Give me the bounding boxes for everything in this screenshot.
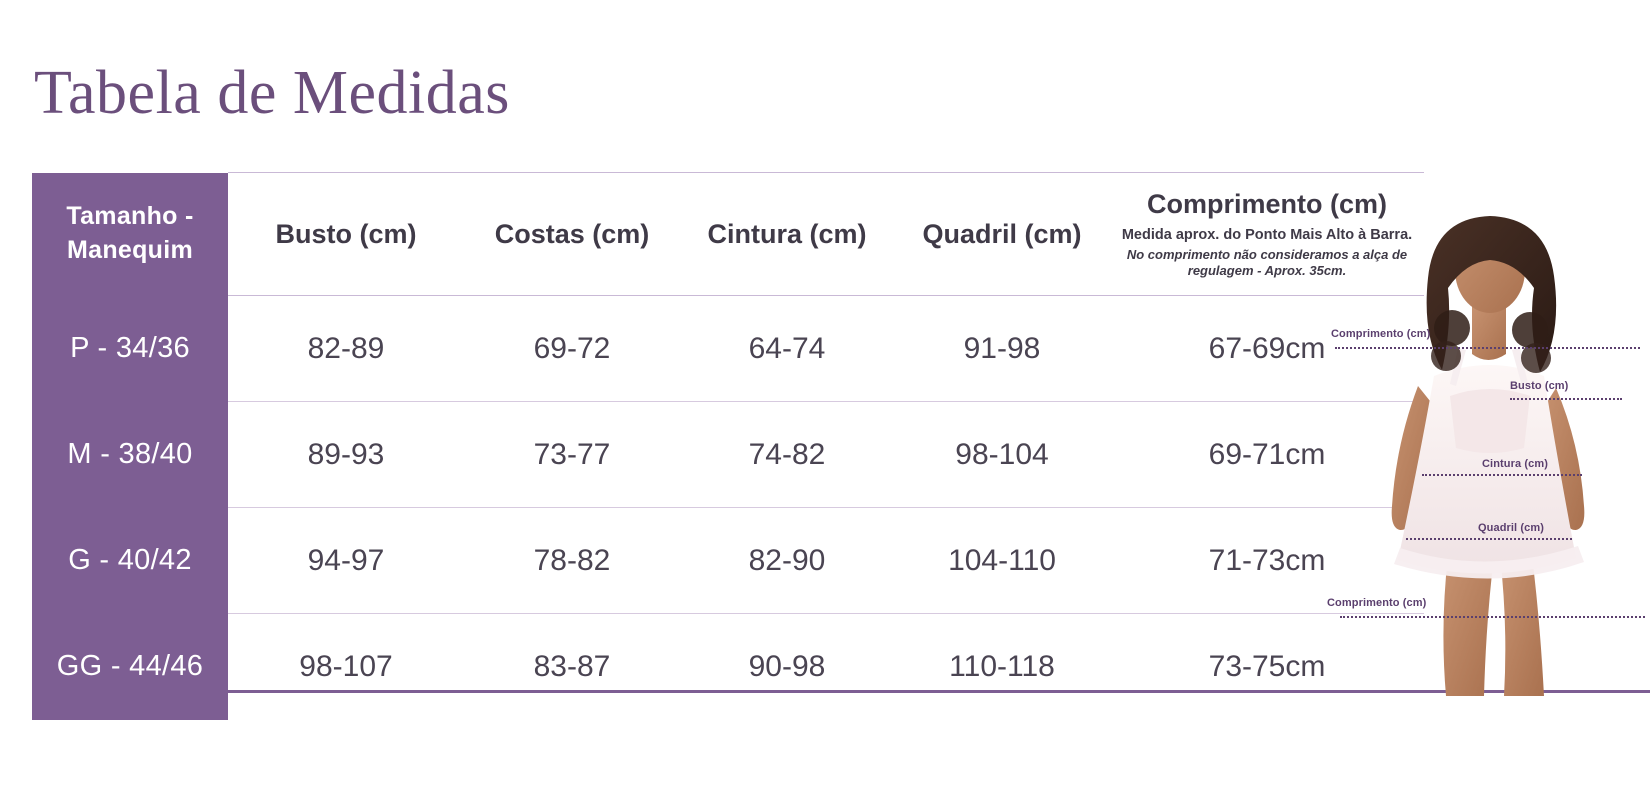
header-cell-costas: Costas (cm) xyxy=(464,173,680,296)
cell-size: M - 38/40 xyxy=(32,402,228,508)
table-row xyxy=(32,402,1424,508)
cell-comprimento: 71-73cm xyxy=(1110,508,1424,614)
cell-cintura: 74-82 xyxy=(680,402,894,508)
quadril-guide-line xyxy=(1406,538,1572,540)
callout-busto: Busto (cm) xyxy=(1510,380,1569,392)
callout-cintura: Cintura (cm) xyxy=(1482,458,1548,470)
callout-comprimento-bottom: Comprimento (cm) xyxy=(1327,597,1427,609)
cell-busto: 94-97 xyxy=(228,508,464,614)
cell-costas: 73-77 xyxy=(464,402,680,508)
header-comprimento-label: Comprimento (cm) xyxy=(1146,188,1387,219)
busto-guide-line xyxy=(1510,398,1622,400)
table-header-row xyxy=(32,173,1424,296)
cell-cintura: 90-98 xyxy=(748,649,826,683)
page-title: Tabela de Medidas xyxy=(34,59,510,127)
callout-quadril: Quadril (cm) xyxy=(1478,522,1544,534)
header-cell-size: Tamanho - Manequim xyxy=(32,173,228,296)
comprimento-top-guide-line xyxy=(1335,347,1640,349)
header-cell-quadril: Quadril (cm) xyxy=(894,173,1110,296)
measurements-table-wrapper xyxy=(32,172,1427,720)
table-row xyxy=(32,296,1424,402)
cell-size: GG - 44/46 xyxy=(32,614,228,720)
table-row xyxy=(32,614,1424,720)
cell-busto: 98-107 xyxy=(299,649,393,683)
header-comprimento-note-1: Medida aprox. do Ponto Mais Alto à Barra. xyxy=(1121,226,1413,243)
table-row xyxy=(32,508,1424,614)
cell-quadril: 110-118 xyxy=(949,649,1055,683)
cell-comprimento: 69-71cm xyxy=(1110,402,1424,508)
cell-quadril: 98-104 xyxy=(894,402,1110,508)
comprimento-bottom-guide-line xyxy=(1340,616,1645,618)
cell-size: P - 34/36 xyxy=(32,296,228,402)
cell-quadril: 91-98 xyxy=(894,296,1110,402)
cell-cintura: 82-90 xyxy=(680,508,894,614)
cell-costas: 83-87 xyxy=(533,649,611,683)
cintura-guide-line xyxy=(1422,474,1582,476)
header-cell-busto: Busto (cm) xyxy=(228,173,464,296)
cell-cintura: 64-74 xyxy=(680,296,894,402)
cell-comprimento: 67-69cm xyxy=(1110,296,1424,402)
cell-size: G - 40/42 xyxy=(32,508,228,614)
cell-costas: 69-72 xyxy=(464,296,680,402)
measurements-table xyxy=(32,172,1427,720)
cell-quadril: 104-110 xyxy=(894,508,1110,614)
cell-comprimento: 73-75cm xyxy=(1208,649,1326,683)
header-cell-cintura: Cintura (cm) xyxy=(680,173,894,296)
callout-comprimento-top: Comprimento (cm) xyxy=(1331,328,1431,340)
cell-costas: 78-82 xyxy=(464,508,680,614)
cell-busto: 89-93 xyxy=(228,402,464,508)
cell-busto: 82-89 xyxy=(228,296,464,402)
header-comprimento-note-2: No comprimento não consideramos a alça de regulagem - Aprox. 35cm. xyxy=(1126,246,1408,279)
